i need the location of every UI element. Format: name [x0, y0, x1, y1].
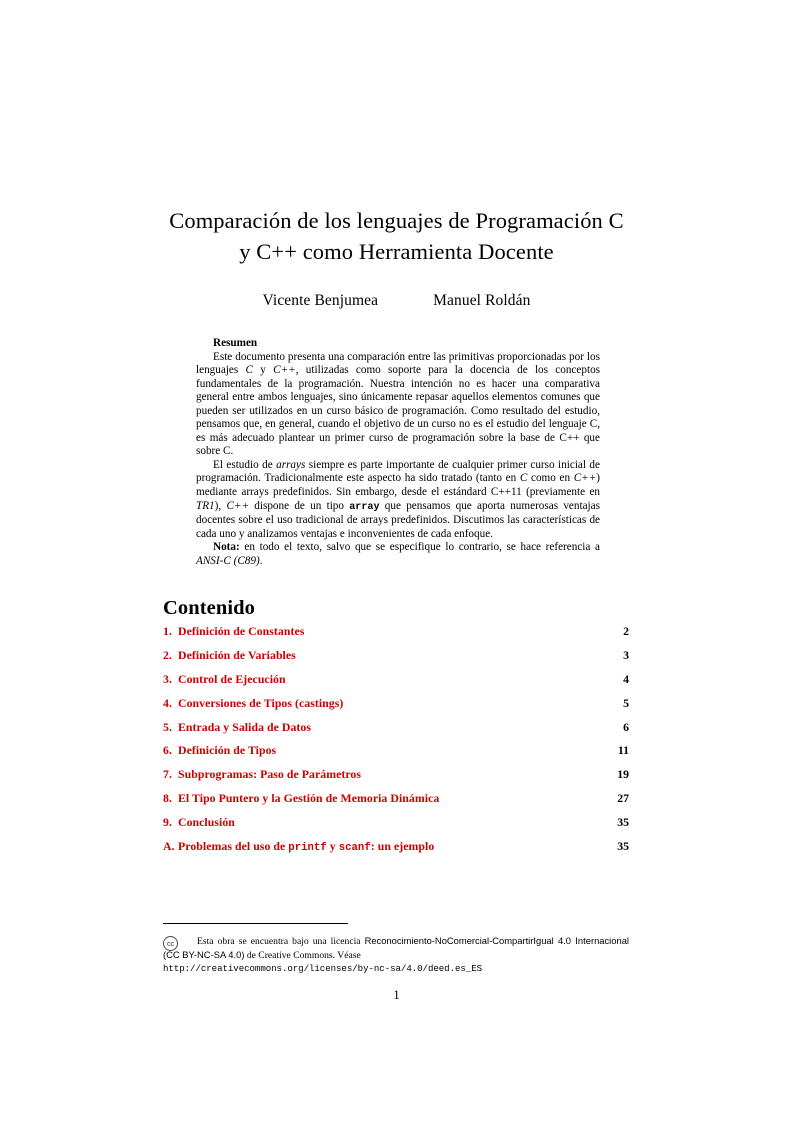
toc-entry-page: 4 [623, 671, 629, 686]
abstract-p3-part2: . [259, 554, 263, 567]
abstract-p2-italic1: arrays [276, 458, 306, 471]
toc-entry-6[interactable] [163, 743, 629, 767]
abstract-p1-part2: y [253, 364, 274, 377]
toc-entry-5[interactable] [163, 720, 629, 744]
toc-entry-link[interactable] [163, 648, 296, 663]
title-line-2: y C++ como Herramienta Docente [239, 239, 554, 264]
abstract-p2-part7: que pensamos que aporta numerosas ventajas docentes sobre el uso tradicional de arrays predefinidos. Discutimos las características de cada uno y analizamos ventajas e inconvenientes de cada enfoque. [196, 499, 600, 540]
abstract-p2-part5: ), [214, 499, 227, 512]
toc-entry-label: Entrada y Salida de Datos [178, 719, 312, 734]
toc-entry-link[interactable] [163, 720, 311, 735]
toc-entry-1[interactable] [163, 624, 629, 648]
footnote-text [163, 935, 629, 975]
abstract-paragraph-2 [196, 459, 600, 541]
footnote-rule [163, 923, 348, 924]
toc-entry-number: 7. [163, 767, 172, 782]
abstract-p2-part2: siempre es parte importante de cualquier primer curso inicial de programación. Tradicionalmente este aspecto ha sido tratado (tanto en [196, 458, 600, 485]
toc-entry-a[interactable] [163, 839, 629, 863]
toc-entry-link[interactable] [163, 839, 434, 854]
abstract-heading: Resumen [213, 337, 258, 349]
toc-entry-label: Control de Ejecución [178, 671, 286, 686]
toc-entry-label: Definición de Variables [178, 647, 296, 662]
toc-entry-link[interactable] [163, 815, 235, 830]
toc-entry-8[interactable] [163, 791, 629, 815]
abstract-p1-italic1: C [245, 364, 253, 377]
abstract-p2-mono1: array [349, 501, 380, 513]
toc-entry-page: 11 [617, 743, 629, 758]
toc-entry-page: 35 [617, 839, 629, 854]
footnote-part2: de Creative Commons. Véase [244, 949, 361, 961]
author-2: Manuel Roldán [433, 292, 531, 309]
abstract-p3-bold1: Nota: [213, 541, 240, 554]
abstract-p2-part6: dispone de un tipo [249, 499, 350, 512]
abstract-p3-italic1: ANSI-C (C89) [196, 554, 260, 567]
toc-entry-label-part1: Problemas del uso de [178, 839, 289, 854]
toc-entry-label: Definición de Constantes [178, 624, 305, 638]
page-number: 1 [393, 988, 400, 1002]
license-url[interactable]: http://creativecommons.org/licenses/by-nc-sa/4.0/deed.es_ES [163, 962, 483, 974]
toc-entry-page: 6 [623, 719, 629, 734]
abstract-p2-part3: como en [527, 472, 574, 485]
toc-entry-label: Subprogramas: Paso de Parámetros [178, 767, 362, 782]
title-block [160, 205, 633, 310]
toc-entry-link[interactable] [163, 672, 286, 687]
abstract-paragraph-1 [196, 351, 600, 459]
abstract-p2-part1: El estudio de [213, 458, 277, 471]
author-1: Vicente Benjumea [262, 292, 379, 309]
toc-entry-page: 35 [617, 815, 629, 830]
toc-entry-9[interactable] [163, 815, 629, 839]
toc-entry-link[interactable] [163, 696, 343, 711]
toc-entry-label-part3: : un ejemplo [370, 839, 435, 854]
toc-entry-page: 2 [623, 624, 629, 638]
toc-entry-label: El Tipo Puntero y la Gestión de Memoria Dinámica [178, 791, 440, 806]
toc-entry-link[interactable] [163, 767, 361, 782]
abstract-p1-italic2: C++ [273, 364, 296, 377]
toc-entry-page: 5 [623, 695, 629, 710]
toc-entry-number: 3. [163, 671, 172, 686]
toc-entry-label-part2: y [326, 839, 339, 854]
toc-entry-number: 6. [163, 743, 172, 758]
toc-entry-label-mono2: scanf [338, 842, 371, 855]
toc-entry-number: 4. [163, 695, 172, 710]
title-line-1: Comparación de los lenguajes de Programación C [169, 208, 624, 233]
toc-entry-page: 19 [617, 767, 629, 782]
toc-entry-number: 5. [163, 719, 172, 734]
toc-entry-number: 8. [163, 791, 172, 806]
toc-entry-link[interactable] [163, 743, 276, 758]
toc-entry-2[interactable] [163, 648, 629, 672]
toc-entry-page: 3 [623, 647, 629, 662]
toc-entry-label: Conversiones de Tipos (castings) [178, 695, 344, 710]
abstract-p1-part1: Este documento presenta una comparación entre las primitivas proporcionadas por los lenguajes [196, 350, 600, 377]
page-title [160, 205, 633, 267]
toc-entry-page: 27 [617, 791, 629, 806]
abstract-p2-italic2: C [519, 472, 528, 485]
toc-entry-link[interactable] [163, 791, 439, 806]
toc-entry-label-mono1: printf [288, 842, 327, 855]
toc-entry-7[interactable] [163, 767, 629, 791]
author-list [160, 292, 633, 310]
footnote-part1: Esta obra se encuentra bajo una licencia [197, 936, 365, 947]
abstract-paragraph-3 [196, 541, 600, 568]
abstract-p2-part4: ) mediante arrays predefinidos. Sin embargo, desde el estándard C++11 (previamente en [196, 472, 601, 499]
toc-entry-number: 1. [163, 624, 172, 638]
abstract-p3-part1: en todo el texto, salvo que se especifique lo contrario, se hace referencia a [239, 541, 600, 554]
toc-entry-number: 9. [163, 815, 172, 830]
license-footnote [163, 935, 629, 975]
toc-entry-4[interactable] [163, 696, 629, 720]
toc-entry-label: Definición de Tipos [178, 743, 277, 758]
toc-entry-label: Conclusión [178, 815, 235, 830]
toc-heading: Contenido [163, 597, 256, 619]
abstract-p2-italic5: C++ [226, 499, 249, 512]
toc-entry-number: A. [163, 839, 175, 854]
abstract-p1-part3: , utilizadas como soporte para la docencia de los conceptos fundamentales de la programación. Nuestra intención no es hacer una comparativa general entre ambos lenguajes, sino únicamente repasar aquellos elementos comunes que pueden ser utilizados en un curso básico de programación. Como resultado del estudio, pensamos que, en general, cuando el objetivo de un curso no es el estudio del lenguaje C, es más adecuado plantear un primer curso de programación sobre la base de C++ que sobre C. [196, 364, 601, 458]
toc-entry-number: 2. [163, 647, 172, 662]
abstract-p2-italic3: C++ [573, 472, 597, 485]
table-of-contents [163, 624, 629, 863]
license-name: Reconocimiento-NoComercial-CompartirIgual 4.0 Internacional (CC BY-NC-SA 4.0) [163, 935, 629, 960]
abstract-section [196, 337, 600, 568]
toc-entry-link[interactable] [163, 624, 304, 639]
toc-entry-3[interactable] [163, 672, 629, 696]
creative-commons-icon: cc [163, 936, 178, 951]
abstract-p2-italic4: TR1 [196, 499, 215, 512]
